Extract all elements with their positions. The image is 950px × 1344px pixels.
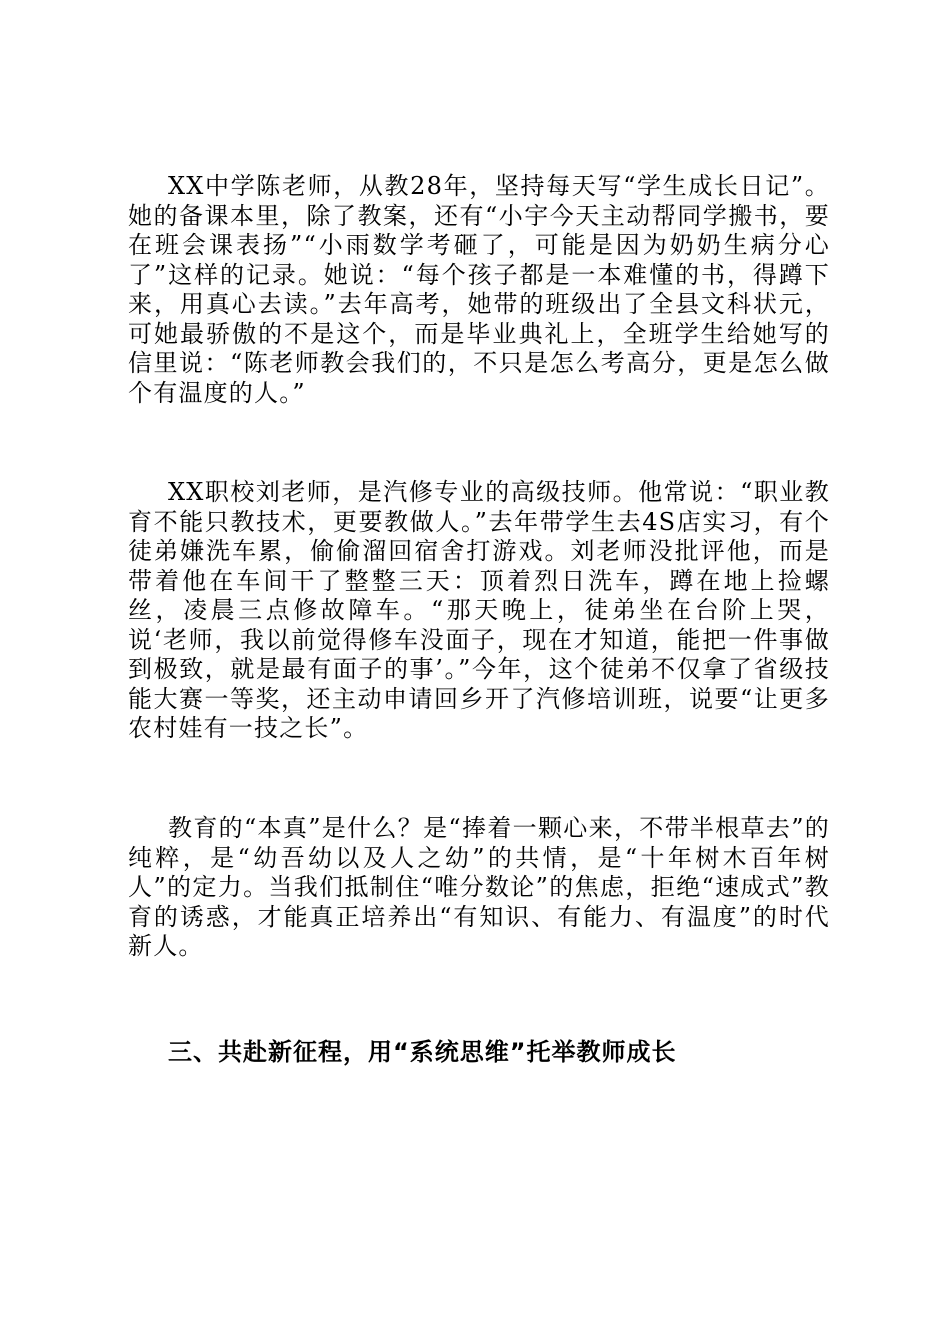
paragraph-teacher-liu: XX职校刘老师，是汽修专业的高级技师。他常说：“职业教育不能只教技术，更要教做人。”去年带学生去4S店实习，有个徒弟嫌洗车累，偷偷溜回宿舍打游戏。刘老师没批评他，而是带着他在车间干了整整三天：顶着烈日洗车，蹲在地上捡螺丝，凌晨三点修故障车。“那天晚上，徒弟坐在台阶上哭，说‘老师，我以前觉得修车没面子，现在才知道，能把一件事做到极致，就是最有面子的事’。”今年，这个徒弟不仅拿了省级技能大赛一等奖，还主动申请回乡开了汽修培训班，说要“让更多农村娃有一技之长”。 [128, 478, 830, 742]
section-heading: 三、共赴新征程，用“系统思维”托举教师成长 [168, 1038, 677, 1066]
paragraph-education-essence: 教育的“本真”是什么？是“捧着一颗心来，不带半根草去”的纯粹，是“幼吾幼以及人之幼”的共情，是“十年树木百年树人”的定力。当我们抵制住“唯分数论”的焦虑，拒绝“速成式”教育的诱惑，才能真正培养出“有知识、有能力、有温度”的时代新人。 [128, 814, 830, 960]
paragraph-teacher-chen: XX中学陈老师，从教28年，坚持每天写“学生成长日记”。她的备课本里，除了教案，还有“小宇今天主动帮同学搬书，要在班会课表扬”“小雨数学考砸了，可能是因为奶奶生病分心了”这样的记录。她说：“每个孩子都是一本难懂的书，得蹲下来，用真心去读。”去年高考，她带的班级出了全县文科状元，可她最骄傲的不是这个，而是毕业典礼上，全班学生给她写的信里说：“陈老师教会我们的，不只是怎么考高分，更是怎么做个有温度的人。” [128, 172, 830, 407]
